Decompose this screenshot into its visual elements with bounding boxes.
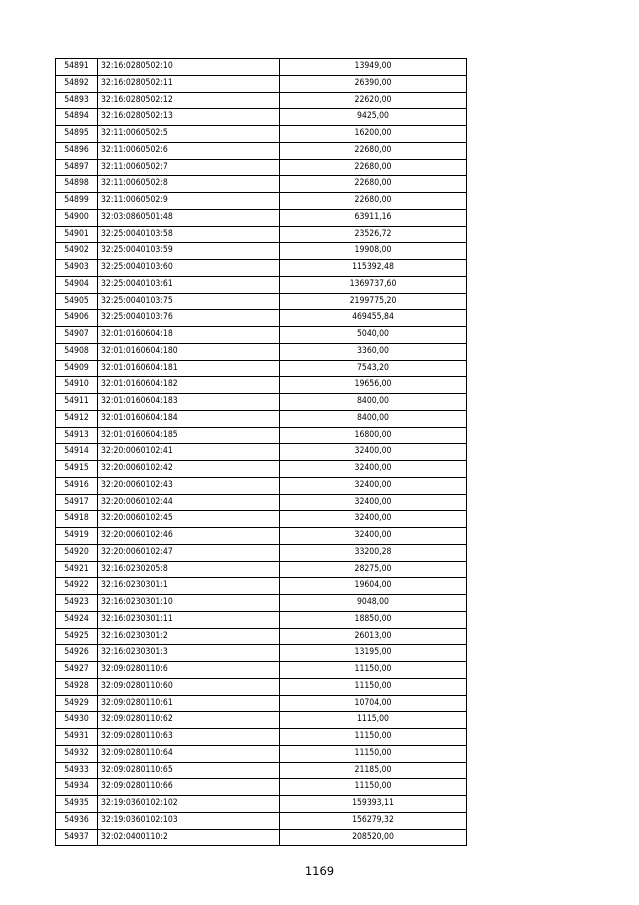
cadastral-number-cell: 32:01:0160604:180 xyxy=(98,343,280,360)
value-cell: 23526,72 xyxy=(280,226,467,243)
value-cell: 11150,00 xyxy=(280,678,467,695)
value-cell: 1115,00 xyxy=(280,712,467,729)
cadastral-number-cell: 32:16:0230205:8 xyxy=(98,561,280,578)
row-number-cell: 54894 xyxy=(56,109,98,126)
table-row xyxy=(56,712,467,729)
row-number-cell: 54908 xyxy=(56,343,98,360)
table-row xyxy=(56,159,467,176)
table-row xyxy=(56,226,467,243)
row-number-cell: 54928 xyxy=(56,678,98,695)
cadastral-number-cell: 32:16:0280502:12 xyxy=(98,92,280,109)
cadastral-number-cell: 32:16:0280502:10 xyxy=(98,59,280,76)
table-row xyxy=(56,444,467,461)
value-cell: 19656,00 xyxy=(280,377,467,394)
value-cell: 11150,00 xyxy=(280,729,467,746)
cadastral-number-cell: 32:16:0280502:13 xyxy=(98,109,280,126)
table-row xyxy=(56,829,467,846)
cadastral-number-cell: 32:16:0230301:10 xyxy=(98,595,280,612)
value-cell: 7543,20 xyxy=(280,360,467,377)
table-row xyxy=(56,461,467,478)
table-row xyxy=(56,544,467,561)
value-cell: 1369737,60 xyxy=(280,276,467,293)
row-number-cell: 54935 xyxy=(56,796,98,813)
row-number-cell: 54907 xyxy=(56,327,98,344)
table-row xyxy=(56,595,467,612)
row-number-cell: 54909 xyxy=(56,360,98,377)
row-number-cell: 54917 xyxy=(56,494,98,511)
table-row xyxy=(56,745,467,762)
row-number-cell: 54919 xyxy=(56,528,98,545)
row-number-cell: 54920 xyxy=(56,544,98,561)
row-number-cell: 54924 xyxy=(56,611,98,628)
row-number-cell: 54901 xyxy=(56,226,98,243)
value-cell: 13949,00 xyxy=(280,59,467,76)
cadastral-number-cell: 32:20:0060102:44 xyxy=(98,494,280,511)
table-row xyxy=(56,377,467,394)
cadastral-number-cell: 32:09:0280110:65 xyxy=(98,762,280,779)
cadastral-number-cell: 32:20:0060102:42 xyxy=(98,461,280,478)
table-row xyxy=(56,729,467,746)
table-row xyxy=(56,695,467,712)
row-number-cell: 54936 xyxy=(56,812,98,829)
cadastral-number-cell: 32:09:0280110:66 xyxy=(98,779,280,796)
value-cell: 63911,16 xyxy=(280,209,467,226)
value-cell: 10704,00 xyxy=(280,695,467,712)
row-number-cell: 54910 xyxy=(56,377,98,394)
value-cell: 32400,00 xyxy=(280,494,467,511)
table-row xyxy=(56,762,467,779)
table-row xyxy=(56,327,467,344)
value-cell: 22620,00 xyxy=(280,92,467,109)
table-row xyxy=(56,142,467,159)
value-cell: 22680,00 xyxy=(280,193,467,210)
value-cell: 32400,00 xyxy=(280,477,467,494)
cadastral-number-cell: 32:19:0360102:102 xyxy=(98,796,280,813)
value-cell: 16200,00 xyxy=(280,126,467,143)
cadastral-number-cell: 32:25:0040103:76 xyxy=(98,310,280,327)
cadastral-number-cell: 32:09:0280110:64 xyxy=(98,745,280,762)
cadastral-number-cell: 32:20:0060102:43 xyxy=(98,477,280,494)
cadastral-number-cell: 32:01:0160604:18 xyxy=(98,327,280,344)
row-number-cell: 54922 xyxy=(56,578,98,595)
table-row xyxy=(56,561,467,578)
table-row xyxy=(56,394,467,411)
row-number-cell: 54926 xyxy=(56,645,98,662)
table-row xyxy=(56,276,467,293)
cadastral-number-cell: 32:03:0860501:48 xyxy=(98,209,280,226)
cadastral-number-cell: 32:01:0160604:184 xyxy=(98,410,280,427)
value-cell: 156279,32 xyxy=(280,812,467,829)
value-cell: 5040,00 xyxy=(280,327,467,344)
value-cell: 8400,00 xyxy=(280,394,467,411)
table-row xyxy=(56,260,467,277)
row-number-cell: 54893 xyxy=(56,92,98,109)
value-cell: 11150,00 xyxy=(280,779,467,796)
cadastral-number-cell: 32:09:0280110:63 xyxy=(98,729,280,746)
row-number-cell: 54918 xyxy=(56,511,98,528)
cadastral-number-cell: 32:01:0160604:181 xyxy=(98,360,280,377)
value-cell: 13195,00 xyxy=(280,645,467,662)
page-number: 1169 xyxy=(304,864,335,878)
cadastral-number-cell: 32:20:0060102:47 xyxy=(98,544,280,561)
table-row xyxy=(56,243,467,260)
cadastral-number-cell: 32:20:0060102:46 xyxy=(98,528,280,545)
table-row xyxy=(56,75,467,92)
value-cell: 16800,00 xyxy=(280,427,467,444)
row-number-cell: 54921 xyxy=(56,561,98,578)
table-row xyxy=(56,645,467,662)
value-cell: 22680,00 xyxy=(280,176,467,193)
value-cell: 18850,00 xyxy=(280,611,467,628)
table-row xyxy=(56,511,467,528)
table-row xyxy=(56,477,467,494)
cadastral-number-cell: 32:25:0040103:60 xyxy=(98,260,280,277)
row-number-cell: 54937 xyxy=(56,829,98,846)
table-row xyxy=(56,796,467,813)
cadastral-number-cell: 32:25:0040103:58 xyxy=(98,226,280,243)
value-cell: 21185,00 xyxy=(280,762,467,779)
value-cell: 32400,00 xyxy=(280,444,467,461)
row-number-cell: 54896 xyxy=(56,142,98,159)
row-number-cell: 54892 xyxy=(56,75,98,92)
value-cell: 115392,48 xyxy=(280,260,467,277)
cadastral-number-cell: 32:20:0060102:45 xyxy=(98,511,280,528)
cadastral-number-cell: 32:25:0040103:61 xyxy=(98,276,280,293)
cadastral-number-cell: 32:19:0360102:103 xyxy=(98,812,280,829)
table-row xyxy=(56,578,467,595)
cadastral-number-cell: 32:16:0230301:3 xyxy=(98,645,280,662)
value-cell: 22680,00 xyxy=(280,159,467,176)
table-row xyxy=(56,410,467,427)
value-cell: 11150,00 xyxy=(280,745,467,762)
cadastral-number-cell: 32:16:0230301:2 xyxy=(98,628,280,645)
table-row xyxy=(56,310,467,327)
value-cell: 32400,00 xyxy=(280,511,467,528)
value-cell: 3360,00 xyxy=(280,343,467,360)
row-number-cell: 54903 xyxy=(56,260,98,277)
cadastral-number-cell: 32:16:0280502:11 xyxy=(98,75,280,92)
table-body xyxy=(56,59,467,846)
row-number-cell: 54895 xyxy=(56,126,98,143)
table-row xyxy=(56,628,467,645)
cadastral-number-cell: 32:01:0160604:185 xyxy=(98,427,280,444)
row-number-cell: 54900 xyxy=(56,209,98,226)
value-cell: 33200,28 xyxy=(280,544,467,561)
value-cell: 32400,00 xyxy=(280,461,467,478)
table-row xyxy=(56,343,467,360)
cadastral-number-cell: 32:11:0060502:6 xyxy=(98,142,280,159)
value-cell: 469455,84 xyxy=(280,310,467,327)
table-row xyxy=(56,92,467,109)
row-number-cell: 54929 xyxy=(56,695,98,712)
row-number-cell: 54914 xyxy=(56,444,98,461)
cadastral-number-cell: 32:20:0060102:41 xyxy=(98,444,280,461)
table-row xyxy=(56,528,467,545)
row-number-cell: 54925 xyxy=(56,628,98,645)
row-number-cell: 54923 xyxy=(56,595,98,612)
value-cell: 19908,00 xyxy=(280,243,467,260)
value-cell: 22680,00 xyxy=(280,142,467,159)
table-row xyxy=(56,59,467,76)
table-row xyxy=(56,293,467,310)
row-number-cell: 54898 xyxy=(56,176,98,193)
value-cell: 32400,00 xyxy=(280,528,467,545)
cadastral-number-cell: 32:09:0280110:60 xyxy=(98,678,280,695)
row-number-cell: 54933 xyxy=(56,762,98,779)
table-row xyxy=(56,662,467,679)
value-cell: 159393,11 xyxy=(280,796,467,813)
cadastral-number-cell: 32:01:0160604:183 xyxy=(98,394,280,411)
table-row xyxy=(56,109,467,126)
cadastral-number-cell: 32:16:0230301:1 xyxy=(98,578,280,595)
cadastral-number-cell: 32:25:0040103:59 xyxy=(98,243,280,260)
table-row xyxy=(56,494,467,511)
table-row xyxy=(56,126,467,143)
table-row xyxy=(56,176,467,193)
value-cell: 2199775,20 xyxy=(280,293,467,310)
row-number-cell: 54931 xyxy=(56,729,98,746)
row-number-cell: 54916 xyxy=(56,477,98,494)
row-number-cell: 54930 xyxy=(56,712,98,729)
row-number-cell: 54932 xyxy=(56,745,98,762)
row-number-cell: 54915 xyxy=(56,461,98,478)
row-number-cell: 54897 xyxy=(56,159,98,176)
row-number-cell: 54902 xyxy=(56,243,98,260)
table-row xyxy=(56,678,467,695)
cadastral-number-cell: 32:11:0060502:5 xyxy=(98,126,280,143)
cadastral-number-cell: 32:01:0160604:182 xyxy=(98,377,280,394)
cadastral-number-cell: 32:09:0280110:6 xyxy=(98,662,280,679)
table-row xyxy=(56,360,467,377)
value-cell: 26390,00 xyxy=(280,75,467,92)
cadastral-number-cell: 32:16:0230301:11 xyxy=(98,611,280,628)
row-number-cell: 54934 xyxy=(56,779,98,796)
row-number-cell: 54913 xyxy=(56,427,98,444)
row-number-cell: 54891 xyxy=(56,59,98,76)
cadastral-number-cell: 32:11:0060502:7 xyxy=(98,159,280,176)
row-number-cell: 54911 xyxy=(56,394,98,411)
cadastral-number-cell: 32:11:0060502:8 xyxy=(98,176,280,193)
table-row xyxy=(56,427,467,444)
cadastral-number-cell: 32:02:0400110:2 xyxy=(98,829,280,846)
row-number-cell: 54906 xyxy=(56,310,98,327)
row-number-cell: 54904 xyxy=(56,276,98,293)
value-cell: 19604,00 xyxy=(280,578,467,595)
data-table xyxy=(55,58,467,846)
value-cell: 208520,00 xyxy=(280,829,467,846)
value-cell: 9048,00 xyxy=(280,595,467,612)
value-cell: 26013,00 xyxy=(280,628,467,645)
value-cell: 8400,00 xyxy=(280,410,467,427)
table-row xyxy=(56,779,467,796)
value-cell: 9425,00 xyxy=(280,109,467,126)
row-number-cell: 54905 xyxy=(56,293,98,310)
row-number-cell: 54912 xyxy=(56,410,98,427)
table-row xyxy=(56,193,467,210)
cadastral-number-cell: 32:09:0280110:61 xyxy=(98,695,280,712)
value-cell: 28275,00 xyxy=(280,561,467,578)
cadastral-number-cell: 32:09:0280110:62 xyxy=(98,712,280,729)
table-row xyxy=(56,209,467,226)
value-cell: 11150,00 xyxy=(280,662,467,679)
table-row xyxy=(56,611,467,628)
row-number-cell: 54927 xyxy=(56,662,98,679)
cadastral-number-cell: 32:25:0040103:75 xyxy=(98,293,280,310)
row-number-cell: 54899 xyxy=(56,193,98,210)
table-row xyxy=(56,812,467,829)
cadastral-number-cell: 32:11:0060502:9 xyxy=(98,193,280,210)
